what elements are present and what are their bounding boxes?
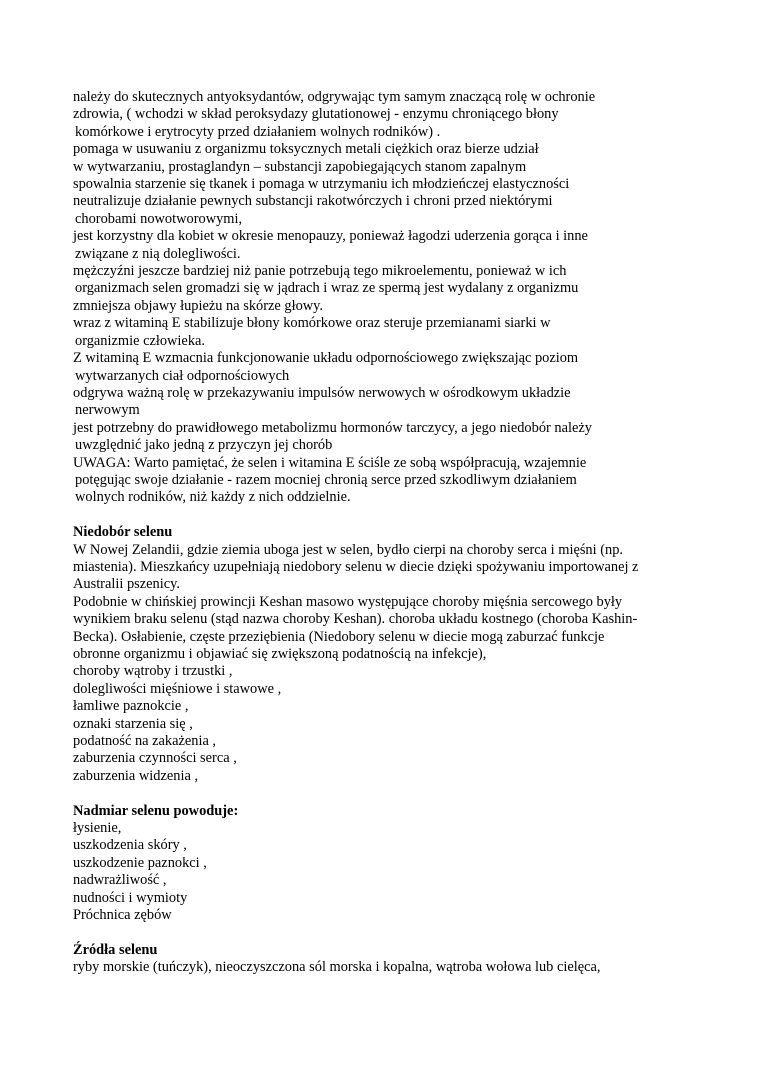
- intro-line: neutralizuje działanie pewnych substancji rakotwórczych i chroni przed niektórymi: [73, 193, 553, 210]
- excess-section: [73, 803, 693, 925]
- deficiency-symptom: łamliwe paznokcie ,: [73, 698, 189, 715]
- intro-line: związane z nią dolegliwości.: [75, 245, 241, 262]
- deficiency-section: [73, 524, 693, 785]
- excess-symptom: uszkodzenia skóry ,: [73, 837, 187, 854]
- deficiency-line: Becka). Osłabienie, częste przeziębienia (Niedobory selenu w diecie mogą zaburzać funkcje: [73, 628, 605, 645]
- intro-section: [73, 89, 693, 507]
- excess-symptom: uszkodzenie paznokci ,: [73, 854, 207, 871]
- intro-line: potęgując swoje działanie - razem mocniej chronią serce przed szkodliwym działaniem: [75, 471, 577, 488]
- document-page: [73, 89, 693, 977]
- section-spacer: [73, 785, 693, 802]
- intro-line: UWAGA: Warto pamiętać, że selen i witamina E ściśle ze sobą współpracują, wzajemnie: [73, 454, 587, 471]
- deficiency-line: W Nowej Zelandii, gdzie ziemia uboga jest w selen, bydło cierpi na choroby serca i mięśni (np.: [73, 541, 624, 558]
- deficiency-line: miastenia). Mieszkańcy uzupełniają niedobory selenu w diecie dzięki spożywaniu importowanej z: [73, 558, 639, 575]
- section-spacer: [73, 924, 693, 941]
- intro-line: chorobami nowotworowymi,: [75, 210, 243, 227]
- deficiency-symptom: dolegliwości mięśniowe i stawowe ,: [73, 680, 282, 697]
- intro-line: wytwarzanych ciał odpornościowych: [75, 367, 290, 384]
- deficiency-line: Australii pszenicy.: [73, 576, 180, 593]
- intro-line: zdrowia, ( wchodzi w skład peroksydazy glutationowej - enzymu chroniącego błony: [73, 106, 559, 123]
- intro-line: odgrywa ważną rolę w przekazywaniu impulsów nerwowych w ośrodkowym układzie: [73, 384, 571, 401]
- intro-line: jest korzystny dla kobiet w okresie menopauzy, ponieważ łagodzi uderzenia gorąca i inne: [73, 228, 588, 245]
- intro-line: komórkowe i erytrocyty przed działaniem wolnych rodników) .: [75, 123, 441, 140]
- intro-line: należy do skutecznych antyoksydantów, odgrywając tym samym znaczącą rolę w ochronie: [73, 89, 596, 105]
- sources-section: [73, 942, 693, 977]
- deficiency-symptom: oznaki starzenia się ,: [73, 715, 193, 732]
- excess-heading: Nadmiar selenu powoduje:: [73, 802, 239, 819]
- intro-line: pomaga w usuwaniu z organizmu toksycznych metali ciężkich oraz bierze udział: [73, 141, 539, 158]
- excess-symptom: nudności i wymioty: [73, 889, 188, 906]
- intro-line: nerwowym: [75, 402, 140, 419]
- deficiency-symptom: podatność na zakażenia ,: [73, 733, 217, 750]
- section-spacer: [73, 507, 693, 524]
- excess-symptom: Próchnica zębów: [73, 907, 172, 924]
- deficiency-line: wynikiem braku selenu (stąd nazwa choroby Keshan). choroba układu kostnego (choroba Kashin-: [73, 611, 638, 628]
- intro-line: wolnych rodników, niż każdy z nich oddzielnie.: [75, 489, 351, 506]
- intro-line: spowalnia starzenie się tkanek i pomaga w utrzymaniu ich młodzieńczej elastyczności: [73, 176, 570, 193]
- deficiency-line: Podobnie w chińskiej prowincji Keshan masowo występujące choroby mięśnia sercowego były: [73, 593, 623, 610]
- excess-symptom: łysienie,: [73, 820, 122, 837]
- intro-line: organizmie człowieka.: [75, 332, 205, 349]
- intro-line: Z witaminą E wzmacnia funkcjonowanie układu odpornościowego zwiększając poziom: [73, 350, 579, 367]
- intro-line: organizmach selen gromadzi się w jądrach i wraz ze spermą jest wydalany z organizmu: [75, 280, 579, 297]
- excess-symptom: nadwrażliwość ,: [73, 872, 167, 889]
- sources-line: ryby morskie (tuńczyk), nieoczyszczona sól morska i kopalna, wątroba wołowa lub cielęca,: [73, 959, 601, 976]
- intro-line: jest potrzebny do prawidłowego metabolizmu hormonów tarczycy, a jego niedobór należy: [73, 419, 592, 436]
- intro-line: mężczyźni jeszcze bardziej niż panie potrzebują tego mikroelementu, ponieważ w ich: [73, 263, 567, 280]
- intro-line: w wytwarzaniu, prostaglandyn – substancji zapobiegających stanom zapalnym: [73, 158, 527, 175]
- sources-heading: Źródła selenu: [73, 941, 158, 958]
- deficiency-symptom: choroby wątroby i trzustki ,: [73, 663, 233, 680]
- intro-line: uwzględnić jako jedną z przyczyn jej chorób: [75, 437, 333, 454]
- deficiency-symptom: zaburzenia widzenia ,: [73, 767, 199, 784]
- deficiency-line: obronne organizmu i objawiać się zwiększoną podatnością na infekcje),: [73, 645, 487, 662]
- deficiency-heading: Niedobór selenu: [73, 524, 173, 541]
- intro-line: wraz z witaminą E stabilizuje błony komórkowe oraz steruje przemianami siarki w: [73, 315, 551, 332]
- deficiency-symptom: zaburzenia czynności serca ,: [73, 750, 237, 767]
- intro-line: zmniejsza objawy łupieżu na skórze głowy.: [73, 297, 324, 314]
